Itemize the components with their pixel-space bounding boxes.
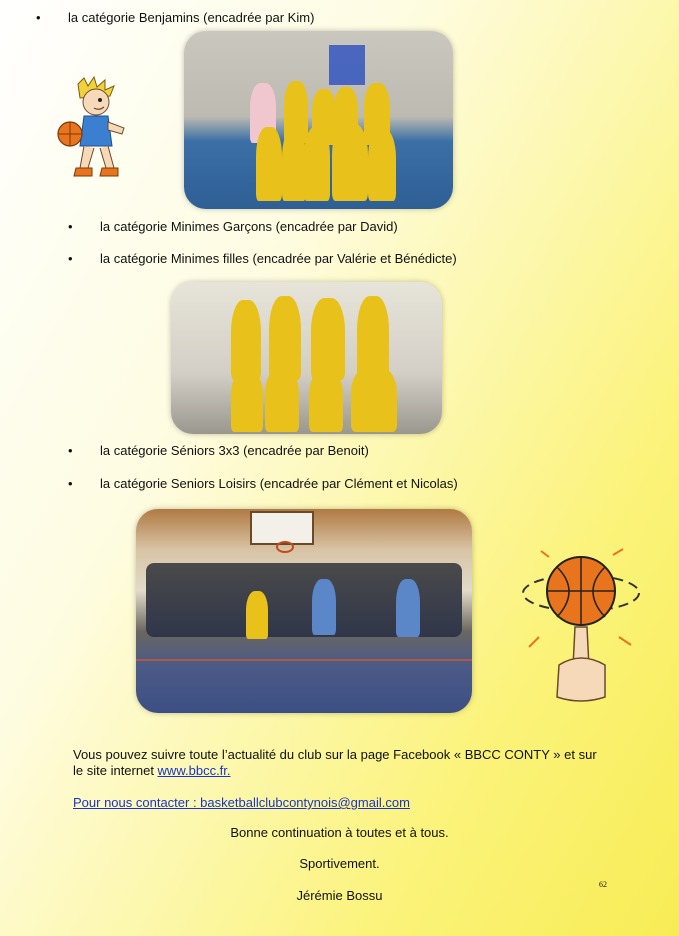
minimes-filles-team-photo — [171, 282, 442, 434]
bullet-text: la catégorie Séniors 3x3 (encadrée par Benoit) — [100, 443, 369, 458]
page-number: 62 — [599, 880, 607, 889]
bullet-text: la catégorie Benjamins (encadrée par Kim) — [68, 10, 315, 25]
greeting-text: Bonne continuation à toutes et à tous. — [230, 825, 449, 840]
bullet-dot: • — [68, 251, 73, 266]
seniors-loisirs-team-photo — [136, 509, 472, 713]
website-link[interactable]: www.bbcc.fr. — [157, 763, 231, 778]
bullet-seniors-loisirs — [68, 476, 508, 492]
bullet-dot: • — [36, 10, 41, 25]
benjamins-team-photo — [184, 31, 453, 209]
contact-email-link[interactable]: Pour nous contacter : basketballclubcontynois@gmail.com — [73, 795, 410, 810]
bullet-seniors-3x3 — [68, 443, 428, 459]
bullet-minimes-filles — [68, 251, 508, 267]
bullet-dot: • — [68, 443, 73, 458]
bullet-minimes-garcons — [68, 219, 428, 235]
follow-paragraph — [73, 747, 653, 779]
spinning-basketball-icon — [519, 547, 645, 707]
follow-text-prefix: le site internet — [73, 763, 158, 778]
bullet-text: la catégorie Minimes filles (encadrée par Valérie et Bénédicte) — [100, 251, 457, 266]
author-name: Jérémie Bossu — [296, 888, 383, 903]
bullet-benjamins — [36, 10, 356, 26]
bullet-text: la catégorie Seniors Loisirs (encadrée par Clément et Nicolas) — [100, 476, 458, 491]
cartoon-player-icon — [50, 76, 132, 184]
sign-off-text: Sportivement. — [299, 856, 380, 871]
bullet-text: la catégorie Minimes Garçons (encadrée par David) — [100, 219, 398, 234]
follow-text-line: Vous pouvez suivre toute l’actualité du club sur la page Facebook « BBCC CONTY » et sur — [73, 747, 597, 762]
bullet-dot: • — [68, 219, 73, 234]
follow-text-line-2 — [73, 763, 653, 779]
bullet-dot: • — [68, 476, 73, 491]
